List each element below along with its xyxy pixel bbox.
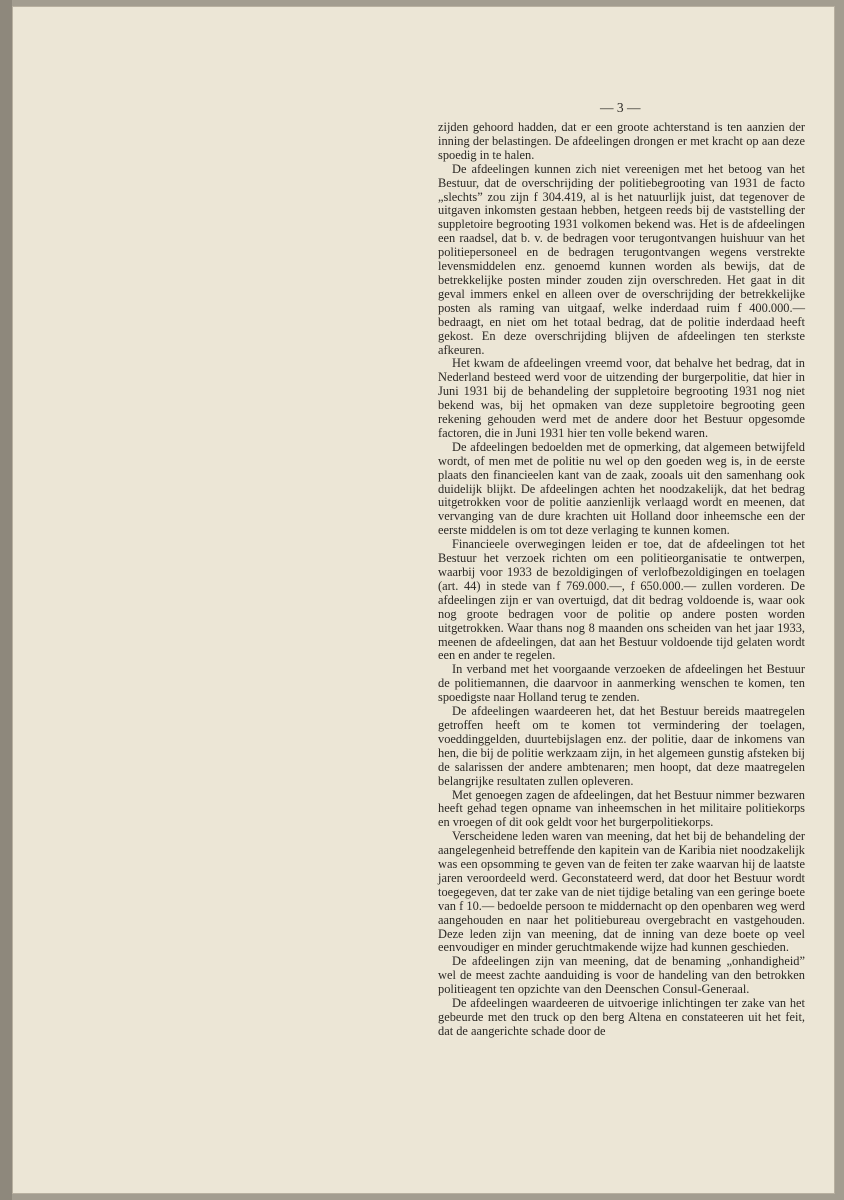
paragraph-11: De afdeelingen waardeeren de uitvoerige inlichtingen ter zake van het gebeurde met den truck op den berg Altena en constateeren uit het feit, dat de aangerichte schade door de xyxy=(438,996,805,1038)
body-text-column xyxy=(438,121,805,1039)
paragraph-7: De afdeelingen waardeeren het, dat het Bestuur bereids maatregelen getroffen heeft om te komen tot vermindering der toelagen, voeddinggelden, duurtebijslagen enz. der politie, daar de inkomens van hen, die bij de politie werkzaam zijn, in het algemeen gunstig afsteken bij de salarissen der andere ambtenaren; men hoopt, dat deze maatregelen belangrijke resultaten zullen opleveren. xyxy=(438,704,805,788)
document-page xyxy=(12,6,835,1194)
scan-background-edge xyxy=(0,0,12,1200)
page-number: — 3 — xyxy=(600,100,641,115)
paragraph-9: Verscheidene leden waren van meening, dat het bij de behandeling der aangelegenheid betreffende den kapitein van de Karibia niet noodzakelijk was een opsomming te geven van de feiten ter zake waarvan hij de laatste jaren veroordeeld werd. Geconstateerd werd, dat door het Bestuur wordt toegegeven, dat ter zake van de niet tijdige betaling van een geringe boete van f 10.— bedoelde persoon te middernacht op den openbaren weg werd aangehouden en naar het politiebureau overgebracht en vastgehouden. Deze leden zijn van meening, dat de inning van deze boete op veel eenvoudiger en minder geruchtmakende wijze had kunnen geschieden. xyxy=(438,829,805,955)
paragraph-8: Met genoegen zagen de afdeelingen, dat het Bestuur nimmer bezwaren heeft gehad tegen opname van inheemschen in het militaire politiekorps en vroegen of dit ook geldt voor het burgerpolitiekorps. xyxy=(438,787,805,830)
paragraph-2: De afdeelingen kunnen zich niet vereenigen met het betoog van het Bestuur, dat de overschrijding der politiebegrooting van 1931 de facto „slechts” zou zijn f 304.419, al is het natuurlijk juist, dat tegenover de uitgaven inkomsten gestaan hebben, hetgeen reeds bij de vaststelling der suppletoire begrooting 1931 volkomen bekend was. Het is de afdeelingen een raadsel, dat b. v. de bedragen voor terugontvangen huishuur van het politiepersoneel en de bedragen terugontvangen wegens verstrekte levensmiddelen enz. genoemd kunnen worden als bewijs, dat de betrekkelijke posten minder zouden zijn overschreden. Het gaat in dit geval immers enkel en alleen over de overschrijding der betrekkelijke posten als raming van uitgaaf, welke inderdaad ruim f 400.000.— bedraagt, en niet om het totaal bedrag, dat de politie inderdaad heeft gekost. En deze overschrijding blijven de afdeelingen ten sterkste afkeuren. xyxy=(438,161,805,357)
paragraph-1: zijden gehoord hadden, dat er een groote achterstand is ten aanzien der inning der belastingen. De afdeelingen drongen er met kracht op aan deze spoedig in te halen. xyxy=(438,120,805,162)
paragraph-4: De afdeelingen bedoelden met de opmerking, dat algemeen betwijfeld wordt, of men met de politie nu wel op den goeden weg is, in de eerste plaats den financieelen kant van de zaak, zooals uit den samenhang ook duidelijk blijkt. De afdeelingen achten het noodzakelijk, dat het bedrag uitgetrokken voor de politie aanzienlijk verlaagd wordt en meenen, dat vervanging van de dure krachten uit Holland door inheemsche een der eerste middelen is om tot deze verlaging te kunnen komen. xyxy=(438,439,805,538)
paragraph-3: Het kwam de afdeelingen vreemd voor, dat behalve het bedrag, dat in Nederland besteed werd voor de uitzending der burgerpolitie, dat hier in Juni 1931 bij de behandeling der suppletoire begrooting 1931 nog niet bekend was, bij het opmaken van deze suppletoire begrooting geen rekening gehouden werd met de andere door het Bestuur opgesomde factoren, die in Juni 1931 hier ten volle bekend waren. xyxy=(438,356,805,440)
paragraph-5: Financieele overwegingen leiden er toe, dat de afdeelingen tot het Bestuur het verzoek richten om een politieorganisatie te ontwerpen, waarbij voor 1933 de bezoldigingen of verlofbezoldigingen en toelagen (art. 44) in stede van f 769.000.—, f 650.000.— zullen vorderen. De afdeelingen zijn er van overtuigd, dat dit bedrag voldoende is, waar ook nog groote bedragen voor de politie op andere posten worden uitgetrokken. Waar thans nog 8 maanden ons scheiden van het jaar 1933, meenen de afdeelingen, dat aan het Bestuur voldoende tijd gelaten wordt een en ander te regelen. xyxy=(438,537,805,663)
paragraph-10: De afdeelingen zijn van meening, dat de benaming „onhandigheid” wel de meest zachte aanduiding is voor de handeling van den betrokken politieagent ten opzichte van den Deenschen Consul-Generaal. xyxy=(438,954,805,997)
paragraph-6: In verband met het voorgaande verzoeken de afdeelingen het Bestuur de politiemannen, die daarvoor in aanmerking wenschen te komen, ten spoedigste naar Holland terug te zenden. xyxy=(438,662,805,705)
